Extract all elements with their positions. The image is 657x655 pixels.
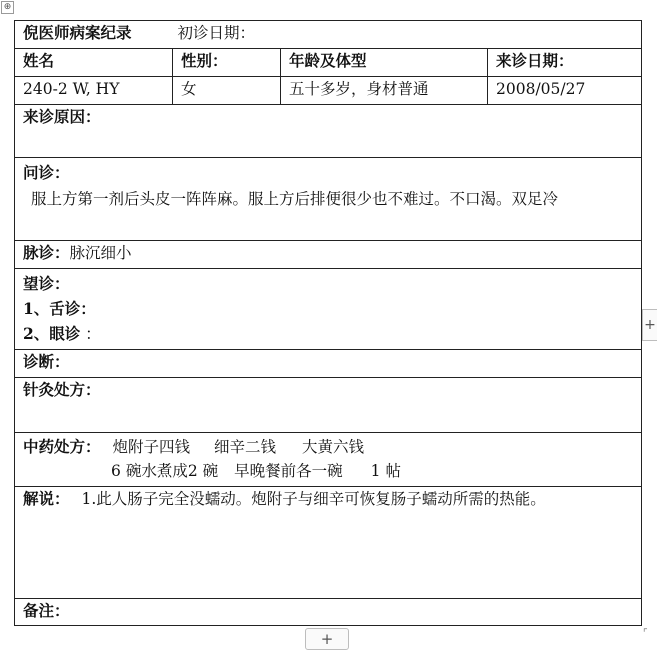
- notes-cell[interactable]: [15, 599, 642, 626]
- bowls-number: 6: [111, 462, 121, 480]
- pulse-text: 脉沉细小: [69, 244, 132, 262]
- explanation-cell[interactable]: [15, 487, 642, 599]
- inspection-row: [15, 269, 642, 350]
- eye-colon: ：: [85, 325, 101, 343]
- herb-item: 细辛二钱: [214, 438, 277, 456]
- reason-label: 来诊原因：: [23, 107, 101, 126]
- diagnosis-cell[interactable]: [15, 350, 642, 378]
- visit-date-header[interactable]: 来诊日期：: [488, 49, 642, 77]
- diagnosis-label: 诊断：: [23, 352, 70, 371]
- explanation-text: 1.此人肠子完全没蠕动。炮附子与细辛可恢复肠子蠕动所需的热能。: [81, 490, 546, 508]
- acupuncture-row: [15, 378, 642, 433]
- patient-gender-cell[interactable]: 女: [173, 77, 281, 105]
- explanation-label: 解说：: [23, 489, 70, 508]
- pulse-label: 脉诊：: [23, 243, 70, 262]
- table-move-handle[interactable]: ⊕: [1, 1, 14, 14]
- title-row: [15, 21, 642, 49]
- pulse-cell[interactable]: [15, 241, 642, 269]
- pulse-row: [15, 241, 642, 269]
- column-header-row: [15, 49, 642, 77]
- title-cell[interactable]: [15, 21, 642, 49]
- output-unit: 碗: [202, 462, 219, 480]
- diagnosis-row: [15, 350, 642, 378]
- notes-row: [15, 599, 642, 626]
- patient-age-build-cell[interactable]: 五十多岁，身材普通: [281, 77, 488, 105]
- herbal-row: [15, 433, 642, 487]
- medical-record-table: [14, 20, 642, 626]
- bowls-text: 碗水煮成: [125, 462, 188, 480]
- inspection-label: 望诊：: [23, 274, 70, 293]
- first-visit-label: 初诊日期：: [177, 24, 256, 42]
- dose-unit: 帖: [385, 462, 401, 480]
- record-title: 倪医师病案纪录: [23, 23, 132, 42]
- dose-number: 1: [370, 462, 381, 480]
- inquiry-row: [15, 158, 642, 241]
- gender-header[interactable]: 性别：: [173, 49, 281, 77]
- inquiry-text: 服上方第一剂后头皮一阵阵麻。服上方后排便很少也不难过。不口渴。双足冷: [31, 190, 559, 208]
- inquiry-cell[interactable]: [15, 158, 642, 241]
- table-resize-handle[interactable]: ⌜: [643, 628, 648, 639]
- reason-cell[interactable]: [15, 105, 642, 158]
- patient-name-cell[interactable]: 240-2 W, HY: [15, 77, 173, 105]
- add-row-button[interactable]: +: [305, 628, 349, 650]
- explanation-row: [15, 487, 642, 599]
- herb-item: 炮附子四钱: [112, 438, 191, 456]
- eye-label: 2、眼诊: [23, 324, 81, 343]
- add-column-button[interactable]: +: [642, 309, 657, 341]
- patient-info-row: [15, 77, 642, 105]
- acupuncture-cell[interactable]: [15, 378, 642, 433]
- age-build-header[interactable]: 年龄及体型: [281, 49, 488, 77]
- name-header[interactable]: 姓名: [15, 49, 173, 77]
- herb-item: 大黄六钱: [302, 438, 365, 456]
- acupuncture-label: 针灸处方：: [23, 380, 101, 399]
- inspection-cell[interactable]: [15, 269, 642, 350]
- tongue-label: 1、舌诊：: [23, 299, 96, 318]
- output-number: 2: [187, 462, 198, 480]
- herbal-label: 中药处方：: [23, 437, 101, 456]
- notes-label: 备注：: [23, 601, 70, 620]
- reason-row: [15, 105, 642, 158]
- inquiry-label: 问诊：: [23, 163, 70, 182]
- herbal-cell[interactable]: [15, 433, 642, 487]
- dosing-timing: 早晚餐前各一碗: [234, 462, 343, 480]
- patient-visit-date-cell[interactable]: 2008/05/27: [488, 77, 642, 105]
